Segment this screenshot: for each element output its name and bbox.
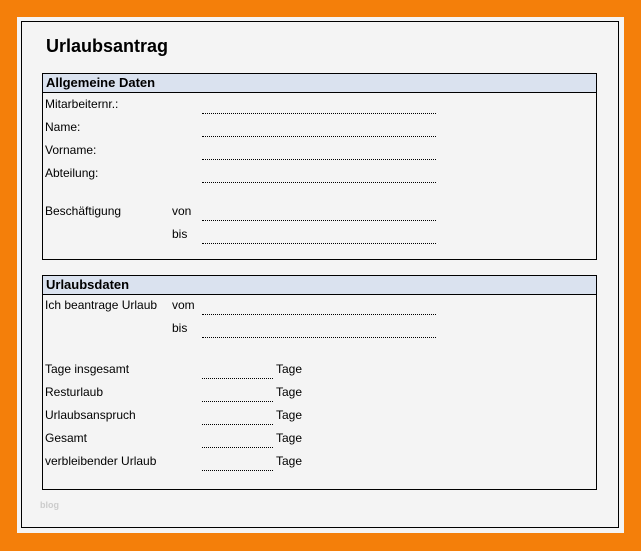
row-unit: Tage bbox=[276, 362, 303, 376]
row-field[interactable] bbox=[202, 447, 273, 448]
employment-to-label: bis bbox=[172, 227, 188, 241]
employee-no-label: Mitarbeiternr.: bbox=[45, 97, 119, 111]
department-field[interactable] bbox=[202, 182, 436, 183]
employee-no-field[interactable] bbox=[202, 113, 436, 114]
name-field[interactable] bbox=[202, 136, 436, 137]
row-unit: Tage bbox=[276, 385, 303, 399]
request-label: Ich beantrage Urlaub bbox=[45, 298, 158, 312]
employment-from-field[interactable] bbox=[202, 220, 436, 221]
watermark: blog bbox=[40, 500, 59, 510]
first-name-label: Vorname: bbox=[45, 143, 97, 157]
vacation-to-field[interactable] bbox=[202, 337, 436, 338]
department-label: Abteilung: bbox=[45, 166, 99, 180]
name-label: Name: bbox=[45, 120, 81, 134]
row-field[interactable] bbox=[202, 424, 273, 425]
section-header: Urlaubsdaten bbox=[43, 276, 596, 295]
vacation-from-field[interactable] bbox=[202, 314, 436, 315]
row-unit: Tage bbox=[276, 408, 303, 422]
vacation-to-label: bis bbox=[172, 321, 188, 335]
row-label: verbleibender Urlaub bbox=[45, 454, 157, 468]
row-unit: Tage bbox=[276, 454, 303, 468]
row-label: Resturlaub bbox=[45, 385, 104, 399]
form-title: Urlaubsantrag bbox=[46, 36, 169, 56]
row-label: Gesamt bbox=[45, 431, 88, 445]
row-label: Urlaubsanspruch bbox=[45, 408, 136, 422]
row-unit: Tage bbox=[276, 431, 303, 445]
first-name-field[interactable] bbox=[202, 159, 436, 160]
row-label: Tage insgesamt bbox=[45, 362, 130, 376]
employment-label: Beschäftigung bbox=[45, 204, 122, 218]
section-general bbox=[42, 73, 597, 260]
row-field[interactable] bbox=[202, 401, 273, 402]
vacation-from-label: vom bbox=[172, 298, 195, 312]
row-field[interactable] bbox=[202, 470, 273, 471]
employment-from-label: von bbox=[172, 204, 192, 218]
employment-to-field[interactable] bbox=[202, 243, 436, 244]
row-field[interactable] bbox=[202, 378, 273, 379]
section-header: Allgemeine Daten bbox=[43, 74, 596, 93]
